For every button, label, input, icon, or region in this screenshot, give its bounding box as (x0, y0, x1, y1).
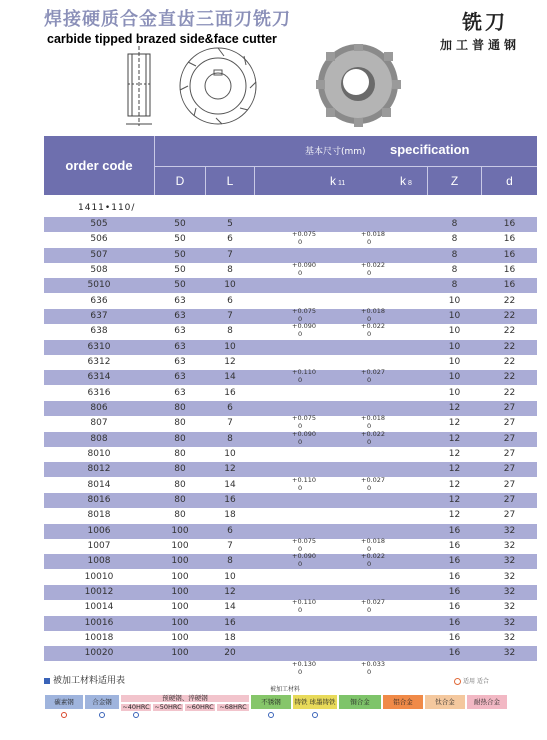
table-row (44, 554, 537, 569)
cell-L: 18 (224, 510, 236, 521)
cell-code: 10010 (84, 571, 114, 582)
cell-L: 6 (227, 402, 233, 413)
tolerance-k11-lower: 0 (298, 330, 303, 339)
tolerance-k8-upper: +0.022 (361, 260, 386, 269)
cell-L: 14 (224, 372, 236, 383)
tolerance-k11-upper: +0.110 (292, 368, 317, 377)
cell-D: 80 (174, 494, 186, 505)
cell-D: 50 (174, 219, 186, 229)
cell-code: 1008 (87, 556, 111, 567)
cell-d: 27 (503, 448, 516, 459)
tolerance-k11-upper: +0.075 (292, 230, 317, 239)
material-column: ~60HRC (184, 703, 216, 712)
cell-Z: 16 (448, 586, 461, 597)
cell-L: 7 (227, 249, 233, 260)
material-column: 铝合金 (382, 694, 424, 710)
cell-Z: 16 (448, 617, 461, 628)
tolerance-k8-lower: 0 (367, 483, 372, 492)
cell-Z: 8 (451, 234, 458, 245)
material-column: ~40HRC (120, 703, 152, 712)
table-row (44, 475, 537, 493)
tolerance-k8-upper: +0.022 (361, 429, 386, 438)
cell-d: 16 (503, 219, 516, 229)
tolerance-k8-lower: 0 (367, 560, 372, 569)
tolerance-k11-lower: 0 (298, 238, 303, 247)
cell-L: 6 (227, 234, 233, 245)
table-row (44, 508, 537, 523)
cell-code: 637 (90, 310, 108, 321)
title-chinese: 焊接硬质合金直齿三面刃铣刀 (44, 9, 291, 30)
order-code-header: order code (44, 136, 155, 195)
suitable-mark-icon (312, 712, 318, 718)
brand-title: 铣刀 (462, 10, 508, 34)
cell-L: 8 (227, 433, 233, 444)
suitable-dot-icon (454, 678, 461, 685)
cell-L: 5 (227, 219, 233, 229)
cell-D: 50 (174, 234, 186, 245)
tolerance-k8-upper: +0.027 (361, 368, 386, 377)
cell-Z: 16 (448, 525, 461, 536)
material-legend: 适用 适合 (452, 676, 489, 685)
cell-code: 10018 (84, 632, 114, 643)
cell-Z: 8 (451, 264, 458, 275)
cell-L: 12 (224, 356, 236, 367)
table-row (44, 260, 537, 278)
tolerance-k8-lower: 0 (367, 437, 372, 446)
basic-size-label: 基本尺寸(mm) (305, 147, 366, 157)
table-row (44, 570, 537, 585)
table-row (44, 447, 537, 462)
cell-code: 6316 (87, 387, 111, 398)
tolerance-k8-lower: 0 (367, 376, 372, 385)
table-row (44, 536, 537, 554)
tolerance-k11-upper: +0.110 (292, 475, 317, 484)
table-row (44, 462, 537, 477)
cell-D: 63 (174, 295, 186, 306)
tolerance-k8-upper: +0.033 (361, 659, 386, 668)
tolerance-k11-lower: 0 (298, 560, 303, 569)
cell-code: 636 (90, 295, 108, 306)
cell-Z: 16 (448, 648, 461, 659)
tolerance-k11-lower: 0 (298, 544, 303, 553)
cell-D: 80 (174, 464, 186, 475)
tolerance-k11-upper: +0.090 (292, 552, 317, 561)
cell-d: 22 (503, 341, 516, 352)
cell-L: 8 (227, 326, 233, 337)
cell-d: 27 (503, 479, 516, 490)
table-row (44, 429, 537, 447)
cell-code: 6314 (87, 372, 111, 383)
tolerance-k11-upper: +0.130 (292, 659, 317, 668)
cell-Z: 10 (448, 387, 461, 398)
material-column: 钛合金 (424, 694, 466, 710)
cutter-side-view-icon (126, 46, 152, 126)
table-row (44, 294, 537, 309)
cell-D: 63 (174, 372, 186, 383)
cell-D: 100 (171, 525, 189, 536)
cell-L: 7 (227, 540, 233, 551)
table-row (44, 631, 537, 646)
cell-L: 14 (224, 479, 236, 490)
table-row (44, 600, 537, 615)
cell-d: 32 (503, 525, 516, 536)
cell-d: 32 (503, 571, 516, 582)
cell-d: 16 (503, 234, 516, 245)
cell-code: 5010 (87, 280, 111, 291)
cell-d: 27 (503, 510, 516, 521)
cell-code: 507 (90, 249, 108, 260)
cell-Z: 12 (448, 418, 461, 429)
tolerance-k11-upper: +0.075 (292, 536, 317, 545)
cell-D: 100 (171, 571, 189, 582)
cell-L: 8 (227, 264, 233, 275)
cell-L: 8 (227, 556, 233, 567)
suitable-mark-icon (61, 712, 67, 718)
table-header (44, 136, 537, 195)
tolerance-k8-upper: +0.022 (361, 552, 386, 561)
cell-code: 8012 (87, 464, 111, 475)
cell-Z: 16 (448, 602, 461, 613)
cell-d: 32 (503, 632, 516, 643)
material-column: 铜合金 (338, 694, 382, 710)
table-row (44, 370, 537, 385)
column-k (255, 167, 428, 195)
cell-L: 16 (224, 387, 236, 398)
table-row (44, 386, 537, 401)
table-row (44, 401, 537, 416)
tolerance-k11-upper: +0.075 (292, 414, 317, 423)
tolerance-k8-upper: +0.018 (361, 306, 386, 315)
bullet-square-icon (44, 678, 50, 684)
table-row (44, 416, 537, 431)
column-k8: k 8 (400, 174, 412, 188)
tolerance-k8-upper: +0.027 (361, 598, 386, 607)
cell-code: 10014 (84, 602, 114, 613)
material-caption: 被加工材料 (269, 686, 300, 693)
order-code-prefix: 1411•110/ (78, 203, 136, 213)
cell-Z: 8 (451, 280, 458, 291)
cell-d: 22 (503, 387, 516, 398)
tolerance-k11-upper: +0.090 (292, 429, 317, 438)
cell-d: 16 (503, 264, 516, 275)
tolerance-k11-upper: +0.090 (292, 322, 317, 331)
cell-code: 1007 (87, 540, 111, 551)
cell-D: 100 (171, 586, 189, 597)
table-row (44, 585, 537, 600)
cell-D: 100 (171, 617, 189, 628)
cell-d: 32 (503, 586, 516, 597)
cell-code: 8010 (87, 448, 111, 459)
cell-d: 32 (503, 602, 516, 613)
cell-d: 27 (503, 464, 516, 475)
cell-Z: 8 (451, 249, 458, 260)
cell-d: 32 (503, 540, 516, 551)
column-k11: k 11 (330, 174, 346, 188)
cell-d: 32 (503, 617, 516, 628)
cell-code: 10016 (84, 617, 114, 628)
cell-L: 7 (227, 310, 233, 321)
material-column: ~50HRC (152, 703, 184, 712)
cell-code: 808 (90, 433, 108, 444)
brand-subtitle: 加工普通钢 (440, 38, 521, 52)
tolerance-k8-lower: 0 (367, 238, 372, 247)
table-row (44, 306, 537, 324)
table-row (44, 524, 537, 539)
cutter-photo-icon (316, 44, 401, 127)
cell-L: 6 (227, 295, 233, 306)
cell-D: 100 (171, 540, 189, 551)
cell-Z: 16 (448, 556, 461, 567)
tolerance-k8-upper: +0.018 (361, 230, 386, 239)
cell-D: 100 (171, 602, 189, 613)
cell-code: 8014 (87, 479, 111, 490)
cell-d: 22 (503, 372, 516, 383)
cell-D: 100 (171, 648, 189, 659)
cell-L: 6 (227, 525, 233, 536)
cell-L: 10 (224, 341, 236, 352)
tolerance-k8-lower: 0 (367, 268, 372, 277)
tolerance-k11-lower: 0 (298, 314, 303, 323)
cell-Z: 12 (448, 448, 461, 459)
cell-code: 6310 (87, 341, 111, 352)
suitable-mark-icon (268, 712, 274, 718)
cell-d: 22 (503, 295, 516, 306)
cell-D: 50 (174, 264, 186, 275)
cell-Z: 10 (448, 310, 461, 321)
cell-code: 508 (90, 264, 108, 275)
cell-Z: 12 (448, 479, 461, 490)
table-row (44, 340, 537, 355)
cell-code: 1006 (87, 525, 111, 536)
cell-code: 638 (90, 326, 108, 337)
cell-L: 20 (224, 648, 236, 659)
tolerance-k11-lower: 0 (298, 437, 303, 446)
suitable-mark-icon (133, 712, 139, 718)
cell-D: 63 (174, 310, 186, 321)
cell-d: 27 (503, 418, 516, 429)
tolerance-k8-upper: +0.018 (361, 536, 386, 545)
tolerance-k8-upper: +0.018 (361, 414, 386, 423)
cell-code: 8018 (87, 510, 111, 521)
table-row (44, 248, 537, 263)
cell-code: 806 (90, 402, 108, 413)
cell-L: 18 (224, 632, 236, 643)
tolerance-k8-lower: 0 (367, 422, 372, 431)
cell-code: 6312 (87, 356, 111, 367)
column-L: L (206, 167, 255, 195)
material-column: 不锈钢 (250, 694, 292, 710)
tolerance-k11-upper: +0.075 (292, 306, 317, 315)
tolerance-k8-lower: 0 (367, 330, 372, 339)
cell-D: 100 (171, 556, 189, 567)
cell-code: 505 (90, 219, 108, 229)
specification-header (155, 136, 537, 167)
cell-Z: 10 (448, 356, 461, 367)
material-column: ~68HRC (216, 703, 250, 712)
cell-Z: 12 (448, 510, 461, 521)
tolerance-k11-upper: +0.110 (292, 598, 317, 607)
cell-D: 80 (174, 510, 186, 521)
cell-Z: 10 (448, 326, 461, 337)
cell-Z: 16 (448, 632, 461, 643)
cell-d: 27 (503, 433, 516, 444)
cell-D: 80 (174, 479, 186, 490)
cell-Z: 16 (448, 540, 461, 551)
cell-L: 7 (227, 418, 233, 429)
cell-Z: 12 (448, 464, 461, 475)
cell-code: 506 (90, 234, 108, 245)
title-english: carbide tipped brazed side&face cutter (47, 32, 277, 46)
cell-Z: 10 (448, 341, 461, 352)
cell-D: 63 (174, 356, 186, 367)
tolerance-k8-upper: +0.022 (361, 322, 386, 331)
cell-d: 27 (503, 402, 516, 413)
cell-code: 10012 (84, 586, 114, 597)
material-column: 合金钢 (84, 694, 120, 710)
table-row (44, 646, 537, 661)
cell-L: 12 (224, 464, 236, 475)
material-column: 铸铁 球墨铸铁 (292, 694, 338, 710)
cell-L: 10 (224, 571, 236, 582)
cell-L: 16 (224, 617, 236, 628)
cell-D: 80 (174, 448, 186, 459)
table-row (44, 493, 537, 508)
tolerance-k8-lower: 0 (367, 667, 372, 676)
table-row (44, 616, 537, 631)
cell-Z: 10 (448, 372, 461, 383)
cell-code: 10020 (84, 648, 114, 659)
tolerance-k11-lower: 0 (298, 667, 303, 676)
tolerance-k11-lower: 0 (298, 483, 303, 492)
cell-d: 27 (503, 494, 516, 505)
tolerance-k11-lower: 0 (298, 606, 303, 615)
cell-L: 16 (224, 494, 236, 505)
material-column: 碳素钢 (44, 694, 84, 710)
table-row (44, 278, 537, 293)
cell-D: 63 (174, 387, 186, 398)
cell-D: 63 (174, 326, 186, 337)
cell-d: 22 (503, 326, 516, 337)
cell-Z: 12 (448, 494, 461, 505)
cell-Z: 12 (448, 402, 461, 413)
tolerance-k8-lower: 0 (367, 544, 372, 553)
cell-d: 32 (503, 556, 516, 567)
cell-code: 8016 (87, 494, 111, 505)
tolerance-k11-lower: 0 (298, 268, 303, 277)
cell-D: 100 (171, 632, 189, 643)
tolerance-k11-lower: 0 (298, 422, 303, 431)
material-table-title: 被加工材料适用表 (44, 673, 125, 686)
hardened-steel-group-header: 预硬钢、淬硬钢 (120, 694, 250, 703)
cutter-front-view-icon (180, 48, 256, 124)
cell-Z: 12 (448, 433, 461, 444)
cell-D: 80 (174, 418, 186, 429)
table-row (44, 217, 537, 232)
cell-d: 16 (503, 280, 516, 291)
cell-L: 10 (224, 280, 236, 291)
product-illustrations (118, 44, 408, 136)
table-row (44, 355, 537, 370)
table-row (44, 324, 537, 339)
specification-label: specification (390, 142, 470, 157)
cell-L: 14 (224, 602, 236, 613)
tolerance-k8-lower: 0 (367, 606, 372, 615)
cell-Z: 8 (451, 219, 458, 229)
table-row (44, 232, 537, 247)
cell-D: 80 (174, 433, 186, 444)
material-column: 耐热合金 (466, 694, 508, 710)
cell-L: 10 (224, 448, 236, 459)
cell-D: 50 (174, 249, 186, 260)
tolerance-k11-upper: +0.090 (292, 260, 317, 269)
column-Z: Z (428, 167, 482, 195)
cell-D: 80 (174, 402, 186, 413)
cell-code: 807 (90, 418, 108, 429)
column-d: d (506, 174, 513, 188)
tolerance-k8-upper: +0.027 (361, 475, 386, 484)
cell-D: 63 (174, 341, 186, 352)
cell-d: 32 (503, 648, 516, 659)
cell-d: 22 (503, 310, 516, 321)
cell-Z: 16 (448, 571, 461, 582)
cell-L: 12 (224, 586, 236, 597)
cell-d: 16 (503, 249, 516, 260)
column-D: D (155, 167, 206, 195)
tolerance-k11-lower: 0 (298, 376, 303, 385)
tolerance-k8-lower: 0 (367, 314, 372, 323)
cell-d: 22 (503, 356, 516, 367)
cell-D: 50 (174, 280, 186, 291)
suitable-mark-icon (99, 712, 105, 718)
cell-Z: 10 (448, 295, 461, 306)
